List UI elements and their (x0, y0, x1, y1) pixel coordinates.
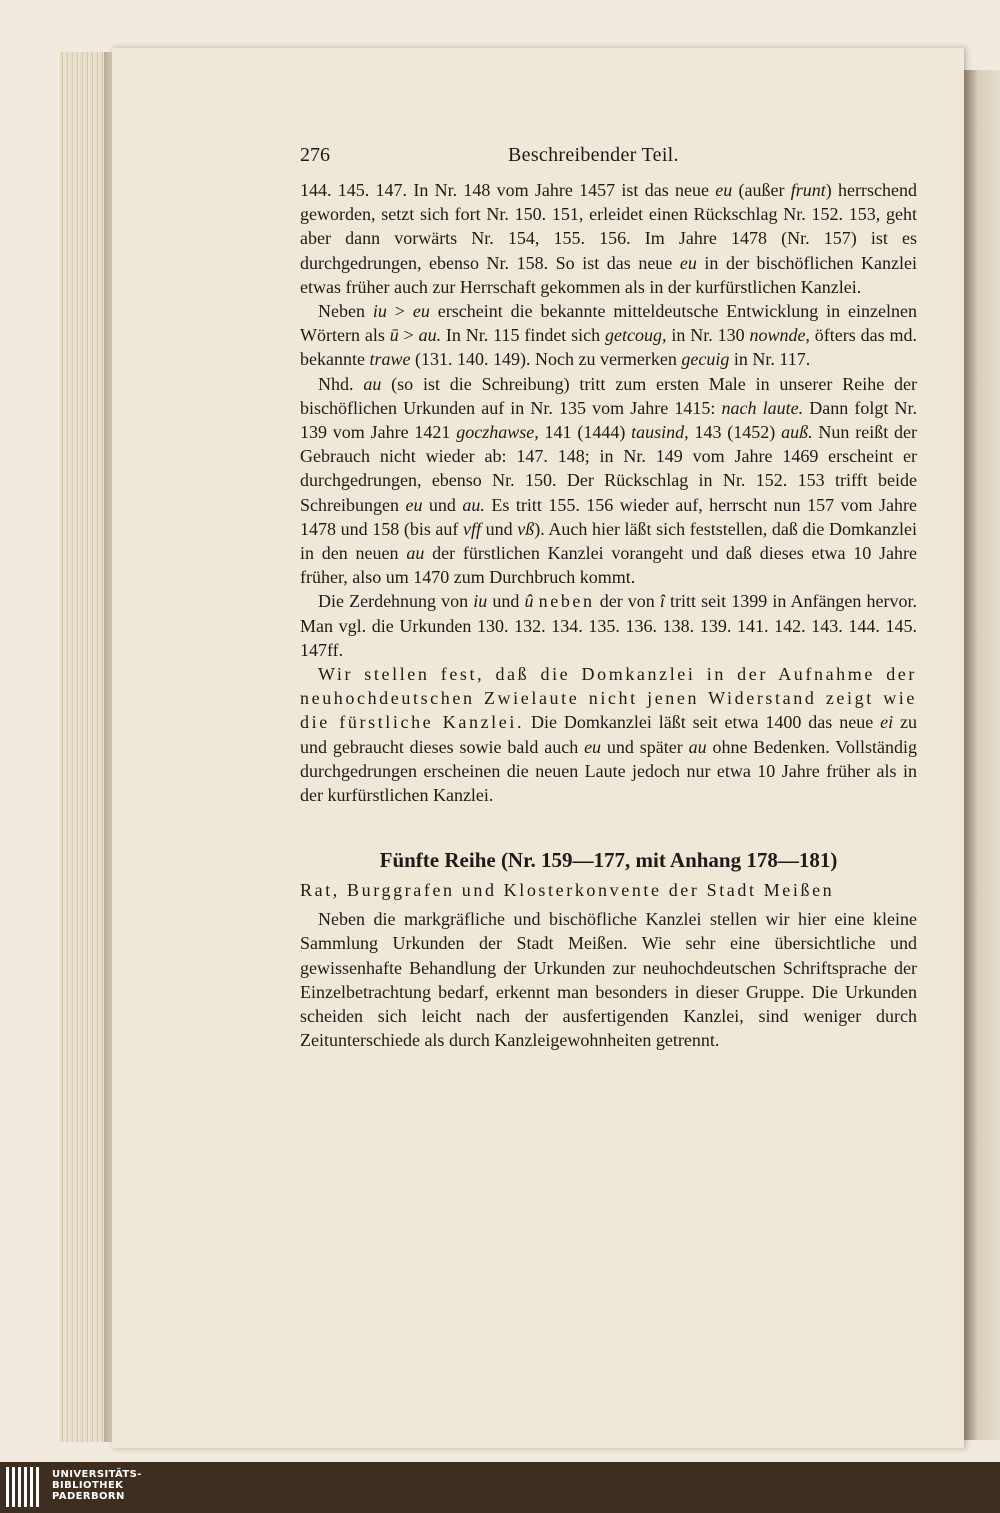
italic-word: iu (473, 591, 488, 612)
text-run: erscheint die bekannte mitteldeutsche Entwicklung in einzelnen Wörtern als (300, 301, 918, 346)
text-run: Es tritt 155. 156 wieder auf, herrscht nun 157 vom Jahre 1478 und 158 (bis auf (300, 494, 918, 539)
text-run: und (422, 494, 463, 515)
library-name-line-1: UNIVERSITÄTS- (52, 1469, 142, 1480)
library-barcode-logo (6, 1467, 40, 1507)
italic-word: vß (517, 518, 535, 539)
paragraph (300, 372, 917, 590)
text-run: ohne Bedenken. Vollständig durchgedrungen erscheinen die neuen Laute jedoch nur etwa 10 Jahre früher als in der kurfürstlichen Kanzlei. (300, 736, 917, 806)
text-run: (131. 140. 149). Noch zu vermerken (410, 349, 682, 370)
text-run: in Nr. 117. (729, 349, 811, 370)
text-run: Neben (318, 301, 373, 322)
paragraph (300, 662, 917, 807)
paragraph (300, 589, 917, 662)
section-subheading: Rat, Burggrafen und Klosterkonvente der Stadt Meißen (300, 880, 835, 901)
text-run: > (398, 325, 419, 346)
paragraph (300, 178, 917, 299)
paragraph (300, 299, 917, 372)
italic-word: eu (715, 180, 733, 200)
italic-word: gecuig (681, 349, 730, 370)
text-run: In Nr. 115 findet sich (441, 325, 606, 346)
italic-word: eu (584, 736, 602, 757)
italic-word: au (406, 543, 425, 564)
italic-word: au. (462, 494, 485, 515)
italic-word: nownde, (749, 325, 810, 346)
italic-word: ei (880, 712, 894, 733)
italic-word: goczhawse, (456, 422, 539, 443)
text-run: Nun reißt der Gebrauch nicht wieder ab: 147. 148; in Nr. 149 vom Jahre 1469 erscheint er durchgedrungen, ebenso Nr. 150. Der Rückschlag in Nr. 152. 153 trifft beide Schreibungen (300, 422, 917, 515)
facing-page-edge (964, 70, 1000, 1440)
text-run: Nhd. (318, 373, 364, 394)
text-run: ). Auch hier läßt sich feststellen, daß die Domkanzlei in den neuen (300, 518, 918, 564)
spaced-emphasis: Wir stellen fest, daß die Domkanzlei in der Aufnahme der neuhochdeutschen Zwielaute nicht jenen Widerstand zeigt wie die fürstliche Kanzlei. (300, 664, 917, 733)
text-run: (außer (732, 180, 791, 200)
italic-word: vff (463, 518, 482, 539)
text-run: in der bischöflichen Kanzlei etwas früher auch zur Herrschaft gekommen als in der kurfürstlichen Kanzlei. (300, 252, 917, 297)
text-run: Dann folgt Nr. 139 vom Jahre 1421 (300, 397, 917, 443)
text-run: öfters das md. bekannte (300, 325, 917, 370)
italic-word: getcoug, (605, 325, 667, 346)
italic-word: eu (405, 494, 423, 515)
italic-word: iu (372, 301, 387, 322)
text-run: 143 (1452) (688, 422, 782, 443)
text-run: Neben die markgräfliche und bischöfliche Kanzlei stellen wir hier eine kleine Sammlung Urkunden der Stadt Meißen. Wie sehr eine übersichtliche und gewissenhafte Behandlung der Urkunden zur neuhochdeutschen Schriftsprache der Einzelbetrachtung bedarf, erkennt man besonders in dieser Gruppe. Die Urkunden scheiden sich leicht nach der ausfertigenden Kanzlei, sind weniger durch Zeitunterschiede als durch Kanzleigewohnheiten getrennt. (300, 909, 917, 1051)
italic-word: frunt (790, 180, 826, 200)
italic-word: eu (679, 252, 697, 273)
italic-word: nach laute. (721, 397, 804, 418)
italic-word: au (688, 736, 707, 757)
section-heading: Fünfte Reihe (Nr. 159—177, mit Anhang 178—181) (379, 848, 838, 873)
library-name-line-3: PADERBORN (52, 1491, 125, 1502)
library-name (52, 1469, 142, 1502)
paragraph (300, 907, 917, 1052)
italic-word: au. (418, 325, 442, 346)
footer-bar (0, 1462, 1000, 1513)
text-run: > (386, 301, 413, 322)
text-run: und später (601, 736, 689, 757)
text-run: zu und gebraucht dieses sowie bald auch (300, 712, 917, 757)
text-run: 141 (1444) (538, 422, 632, 443)
text-run: Die Zerdehnung von (318, 591, 474, 612)
text-run: (so ist die Schreibung) tritt zum ersten Male in unserer Reihe der bischöflichen Urkunden auf in Nr. 135 vom Jahre 1415: (300, 373, 918, 418)
library-name-line-2: BIBLIOTHEK (52, 1480, 124, 1491)
text-run: tritt seit 1399 in Anfängen hervor. Man vgl. die Urkunden 130. 132. 134. 135. 136. 138. 139. 141. 142. 143. 144. 145. 147ff. (300, 591, 918, 660)
body-text (300, 178, 917, 807)
text-run: Die Domkanzlei läßt seit etwa 1400 das neue (524, 712, 881, 733)
italic-word: ū (389, 325, 399, 346)
page-content (300, 144, 917, 1053)
text-run: 144. 145. 147. In Nr. 148 vom Jahre 1457 ist das neue (300, 180, 716, 200)
book-page-edges (60, 52, 104, 1442)
text-run: der fürstlichen Kanzlei vorangeht und daß dieses etwa 10 Jahre früher, also um 1470 zum Durchbruch kommt. (300, 543, 917, 588)
italic-word: au (363, 373, 382, 394)
text-run: in Nr. 130 (666, 325, 750, 346)
text-run: der von (594, 591, 660, 612)
page-number: 276 (300, 144, 330, 166)
italic-word: trawe (369, 349, 411, 370)
text-run: und (487, 591, 525, 612)
text-run: und (481, 518, 518, 539)
section-body-text (300, 907, 917, 1052)
text-run: ) herrschend geworden, setzt sich fort Nr. 150. 151, erleidet einen Rückschlag Nr. 152. 153, geht aber dann vorwärts Nr. 154, 155. 156. Im Jahre 1478 (Nr. 157) ist es durchgedrungen, ebenso Nr. 158. So ist das neue (300, 180, 917, 273)
spaced-emphasis: neben (538, 591, 595, 612)
italic-word: auß. (781, 422, 813, 443)
italic-word: tausind, (631, 422, 689, 443)
running-head-title: Beschreibender Teil. (508, 144, 679, 166)
italic-word: eu (412, 301, 430, 322)
italic-word: û (524, 591, 534, 612)
italic-word: î (659, 591, 665, 612)
running-head (300, 144, 917, 178)
